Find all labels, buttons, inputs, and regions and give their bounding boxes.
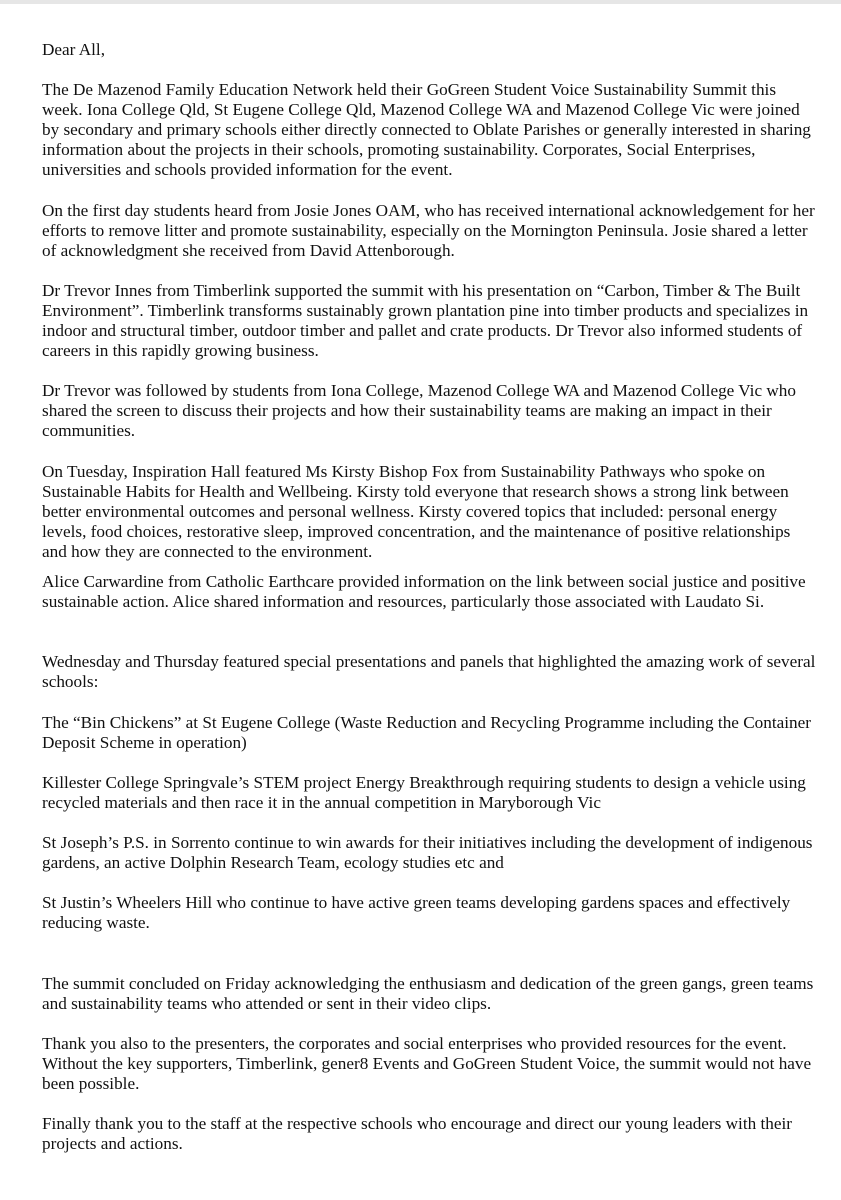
- highlight-item: Killester College Springvale’s STEM project Energy Breakthrough requiring students to design a vehicle using recycled materials and then race it in the annual competition in Maryborough Vic: [42, 772, 806, 812]
- paragraph-conclusion: The summit concluded on Friday acknowledging the enthusiasm and dedication of the green gangs, green teams and sustainability teams who attended or sent in their video clips.: [42, 973, 814, 1013]
- paragraph-tuesday: On Tuesday, Inspiration Hall featured Ms Kirsty Bishop Fox from Sustainability Pathways who spoke on Sustainable Habits for Health and Wellbeing. Kirsty told everyone that research shows a strong link between better environmental outcomes and personal wellness. Kirsty covered topics that included: personal energy levels, food choices, restorative sleep, improved concentration, and the maintenance of positive relationships and how they are connected to the environment.: [42, 461, 791, 561]
- highlight-item: The “Bin Chickens” at St Eugene College (Waste Reduction and Recycling Programme including the Container Deposit Scheme in operation): [42, 712, 811, 752]
- paragraph-thanks-staff: Finally thank you to the staff at the respective schools who encourage and direct our young leaders with their projects and actions.: [42, 1114, 792, 1154]
- paragraph-catholic-earthcare: Alice Carwardine from Catholic Earthcare provided information on the link between social justice and positive sustainable action. Alice shared information and resources, particularly those associated with Laudato Si.: [42, 571, 806, 612]
- greeting: Dear All,: [42, 40, 106, 59]
- paragraph-first-day: On the first day students heard from Josie Jones OAM, who has received international acknowledgement for her efforts to remove litter and promote sustainability, especially on the Mornington Peninsula. Josie shared a letter of acknowledgment she received from David Attenborough.: [42, 200, 815, 260]
- paragraph-timberlink: Dr Trevor Innes from Timberlink supported the summit with his presentation on “Carbon, Timber & The Built Environment”. Timberlink transforms sustainably grown plantation pine into timber products and specializes in indoor and structural timber, outdoor timber and pallet and crate products. Dr Trevor also informed students of careers in this rapidly growing business.: [42, 280, 809, 361]
- highlights-intro: Wednesday and Thursday featured special presentations and panels that highlighted the amazing work of several schools:: [42, 652, 816, 692]
- paragraph-summit-intro: The De Mazenod Family Education Network held their GoGreen Student Voice Sustainability Summit this week. Iona College Qld, St Eugene College Qld, Mazenod College WA and Mazenod College Vic were joined by secondary and primary schools either directly connected to Oblate Parishes or generally interested in sharing information about the projects in their schools, promoting sustainability. Corporates, Social Enterprises, universities and schools provided information for the event.: [42, 80, 811, 180]
- paragraph-thanks-presenters: Thank you also to the presenters, the corporates and social enterprises who provided resources for the event. Without the key supporters, Timberlink, gener8 Events and GoGreen Student Voice, the summit would not have been possible.: [42, 1033, 812, 1094]
- paragraph-student-projects: Dr Trevor was followed by students from Iona College, Mazenod College WA and Mazenod College Vic who shared the screen to discuss their projects and how their sustainability teams are making an impact in their communities.: [42, 381, 796, 441]
- page-top-edge: [0, 0, 841, 4]
- highlight-item: St Justin’s Wheelers Hill who continue to have active green teams developing gardens spaces and effectively reducing waste.: [42, 893, 791, 933]
- highlight-item: St Joseph’s P.S. in Sorrento continue to win awards for their initiatives including the development of indigenous gardens, an active Dolphin Research Team, ecology studies etc and: [42, 833, 813, 873]
- paragraph-school-highlights: [42, 632, 817, 954]
- letter-body: [42, 40, 817, 1174]
